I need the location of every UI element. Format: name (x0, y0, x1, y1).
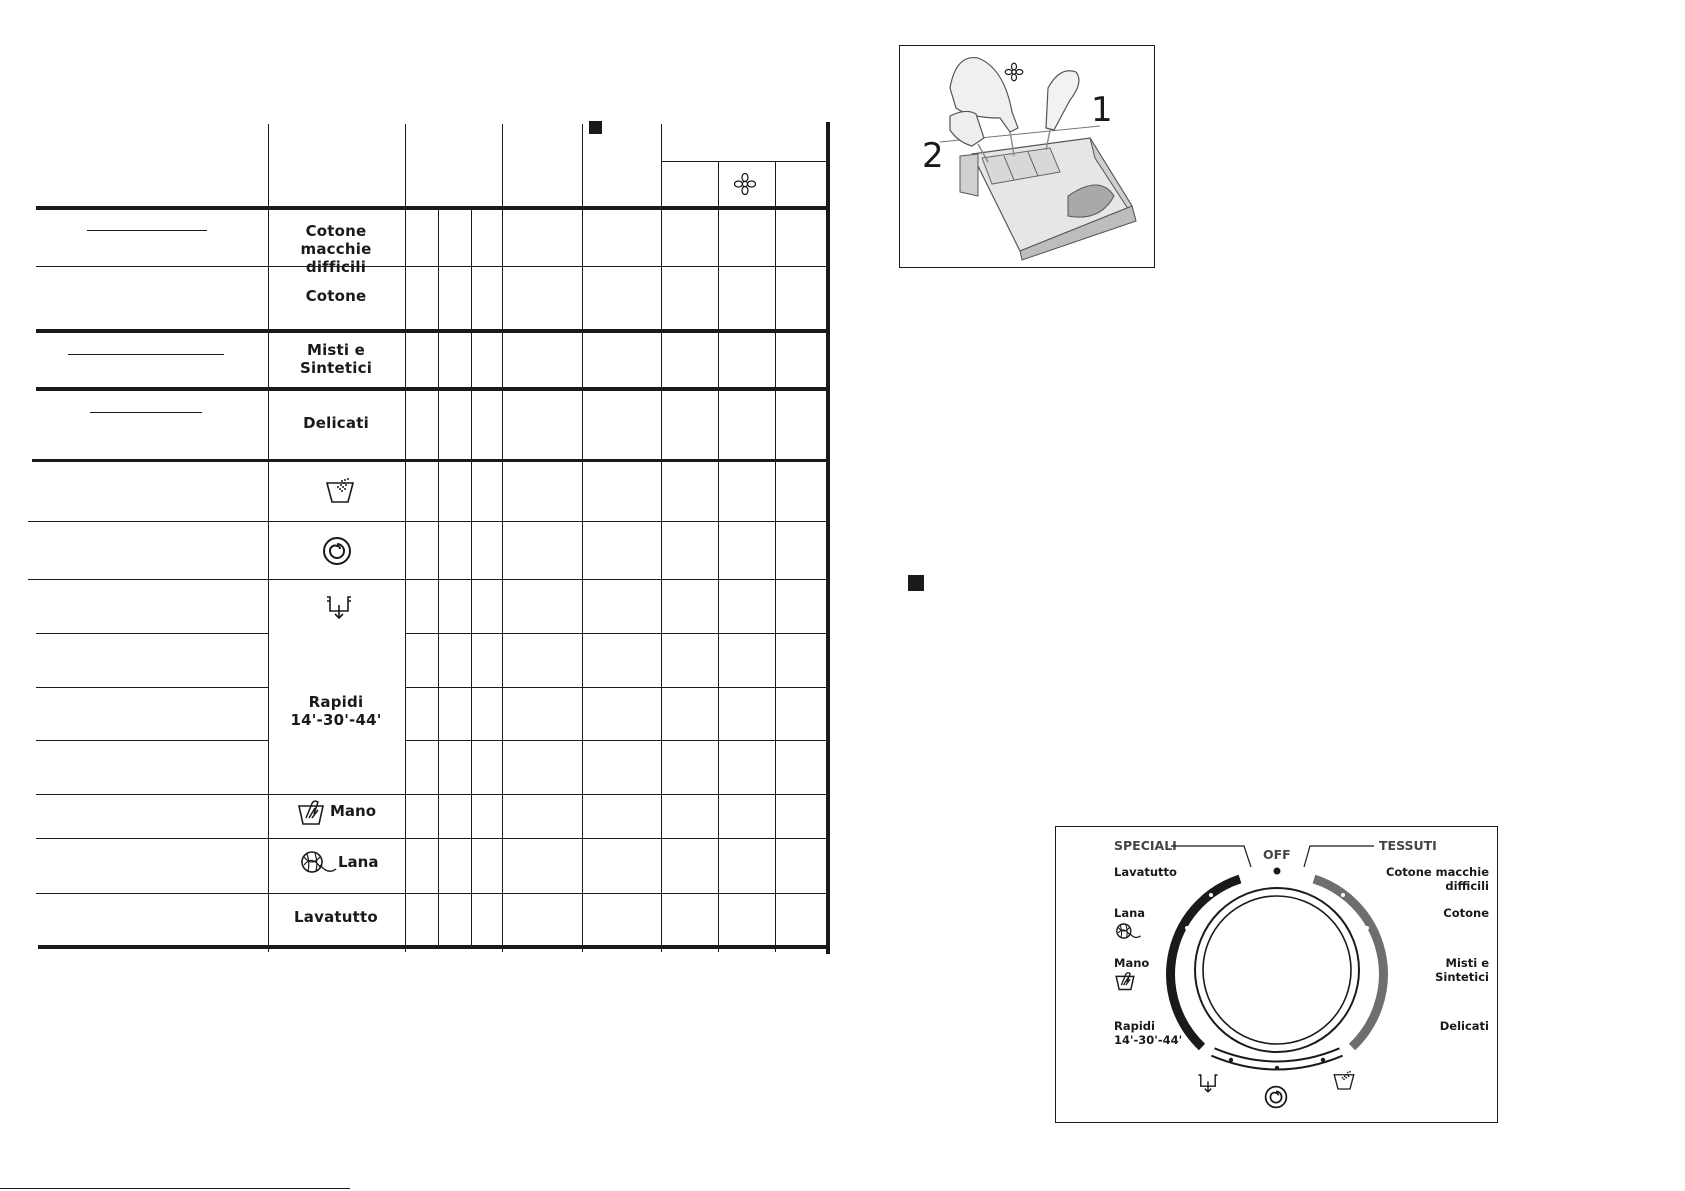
program-label: Misti e Sintetici (299, 341, 373, 377)
square-marker-icon (589, 121, 602, 134)
wool-icon (298, 845, 338, 879)
dial-item-mano[interactable]: Mano (1114, 956, 1150, 970)
flower-softener-icon (733, 172, 757, 196)
program-label: Cotone macchie difficili (300, 222, 372, 276)
compartment-number-1: 1 (1091, 90, 1113, 130)
spin-icon (322, 536, 352, 566)
dial-item-delicati[interactable]: Delicati (1439, 1019, 1489, 1033)
program-lana (298, 845, 378, 879)
dial-item-cotone[interactable]: Cotone (1443, 906, 1489, 920)
dial-item-cotone-macchie-difficili[interactable]: Cotone macchie difficili (1385, 865, 1489, 893)
program-label: Delicati (303, 414, 369, 432)
spin-icon[interactable] (1264, 1085, 1288, 1109)
program-cotone-macchie-difficili (268, 222, 404, 276)
compartment-number-2: 2 (922, 136, 944, 176)
dispenser-figure (899, 45, 1155, 268)
program-mano (296, 796, 376, 826)
wool-icon (1114, 919, 1142, 943)
program-rapidi (268, 693, 404, 729)
hand-wash-icon (296, 796, 326, 826)
program-cotone (268, 287, 404, 305)
tessuti-heading: TESSUTI (1379, 838, 1437, 853)
drain-icon (324, 593, 354, 621)
drain-icon[interactable] (1196, 1071, 1220, 1095)
off-label: OFF (1263, 847, 1291, 862)
program-delicati (268, 414, 404, 432)
dial-item-misti-sintetici[interactable]: Misti e Sintetici (1435, 956, 1489, 984)
program-label: Mano (330, 802, 377, 820)
program-label: Rapidi 14'-30'-44' (290, 693, 382, 729)
page-footer-rule (0, 1188, 350, 1189)
program-label: Lavatutto (294, 908, 378, 926)
dial-item-lana[interactable]: Lana (1114, 906, 1146, 920)
program-misti-sintetici (268, 341, 404, 377)
speciali-heading: SPECIALI (1114, 838, 1177, 853)
program-label: Cotone (305, 287, 367, 305)
dial-item-lavatutto[interactable]: Lavatutto (1114, 865, 1177, 879)
program-lavatutto (268, 908, 404, 926)
program-label: Lana (338, 853, 379, 871)
dial-item-rapidi[interactable]: Rapidi 14'-30'-44' (1114, 1019, 1183, 1047)
rinse-icon[interactable] (1332, 1069, 1356, 1091)
dial-panel (1055, 826, 1498, 1123)
hand-wash-icon (1114, 969, 1136, 991)
flower-softener-icon (1004, 62, 1024, 82)
rinse-icon (324, 476, 356, 504)
square-marker-icon (908, 575, 924, 591)
